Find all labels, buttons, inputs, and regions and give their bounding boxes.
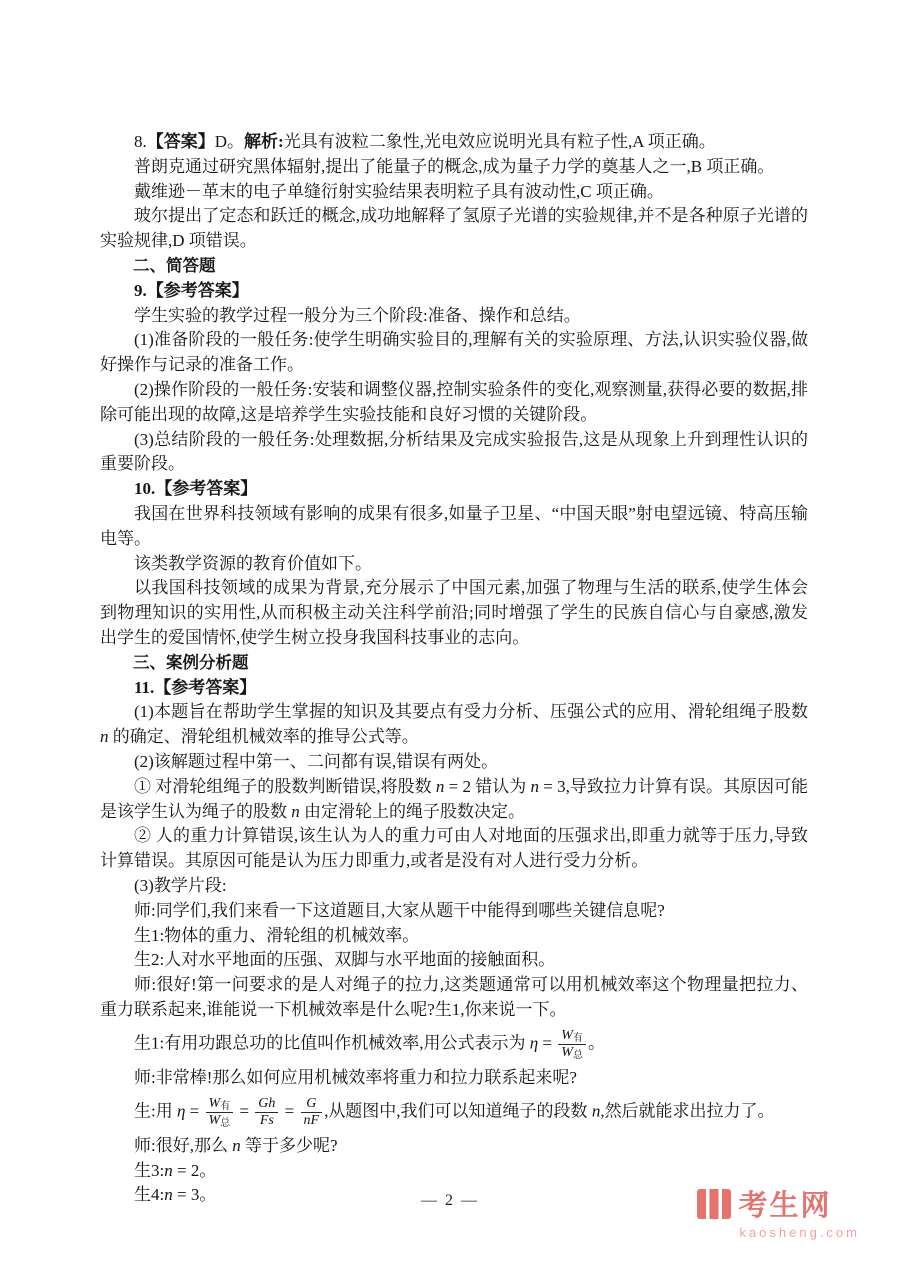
- paragraph: 生3:n = 2。: [134, 1160, 217, 1180]
- paragraph: (3)教学片段:: [134, 875, 227, 895]
- fraction: $\frac{W_有}{W_总}$: [558, 1028, 586, 1061]
- paragraph: 10.【参考答案】: [134, 479, 258, 499]
- paragraph: 生2:人对水平地面的压强、双脚与水平地面的接触面积。: [134, 950, 556, 970]
- watermark-row: [697, 1183, 860, 1224]
- paragraph: (2)操作阶段的一般任务:安装和调整仪器,控制实验条件的变化,观察测量,获得必要的数据,排除可能出现的故障,这是培养学生实验技能和良好习惯的关键阶段。: [100, 379, 808, 424]
- fraction: $\frac{W_有}{W_总}$: [206, 1096, 234, 1129]
- paragraph: ① 对滑轮组绳子的股数判断错误,将股数 n = 2 错认为 n = 3,导致拉力计算有误。其原因可能是该学生认为绳子的股数 n 由定滑轮上的绳子股数决定。: [100, 776, 809, 821]
- fraction: $\frac{Gh}{Fs}$: [255, 1096, 278, 1129]
- paragraph: 普朗克通过研究黑体辐射,提出了能量子的概念,成为量子力学的奠基人之一,B 项正确。: [134, 156, 775, 176]
- section-heading: 三、案例分析题: [133, 653, 249, 672]
- watermark: [697, 1183, 860, 1240]
- kaosheng-logo-icon: [697, 1189, 731, 1219]
- paragraph: 学生实验的教学过程一般分为三个阶段:准备、操作和总结。: [134, 305, 581, 325]
- paragraph: 师:非常棒!那么如何应用机械效率将重力和拉力联系起来呢?: [134, 1067, 577, 1087]
- section-heading: 二、简答题: [133, 256, 216, 275]
- paragraph: 该类教学资源的教育价值如下。: [134, 553, 372, 573]
- paragraph: 生1:物体的重力、滑轮组的机械效率。: [134, 925, 420, 945]
- document-body: [100, 130, 808, 1208]
- paragraph: (1)准备阶段的一般任务:使学生明确实验目的,理解有关的实验原理、方法,认识实验仪器,做好操作与记录的准备工作。: [100, 330, 808, 375]
- fraction: $\frac{G}{nF}$: [301, 1096, 323, 1129]
- paragraph: 师:很好,那么 n 等于多少呢?: [134, 1135, 338, 1155]
- paragraph: ② 人的重力计算错误,该生认为人的重力可由人对地面的压强求出,即重力就等于压力,导致计算错误。其原因可能是认为压力即重力,或者是没有对人进行受力分析。: [100, 826, 808, 871]
- paragraph: (1)本题旨在帮助学生掌握的知识及其要点有受力分析、压强公式的应用、滑轮组绳子股数 n 的确定、滑轮组机械效率的推导公式等。: [100, 702, 808, 747]
- paragraph: 11.【参考答案】: [134, 677, 257, 697]
- paragraph: (3)总结阶段的一般任务:处理数据,分析结果及完成实验报告,这是从现象上升到理性认识的重要阶段。: [100, 429, 808, 474]
- paragraph: 生4:n = 3。: [134, 1185, 217, 1205]
- paragraph: 师:很好!第一问要求的是人对绳子的拉力,这类题通常可以用机械效率这个物理量把拉力、重力联系起来,谁能说一下机械效率是什么呢?生1,你来说一下。: [100, 975, 808, 1019]
- watermark-domain: kaosheng.com: [739, 1225, 860, 1240]
- paragraph: 师:同学们,我们来看一下这道题目,大家从题干中能得到哪些关键信息呢?: [134, 900, 665, 920]
- paragraph: 戴维逊－革末的电子单缝衍射实验结果表明粒子具有波动性,C 项正确。: [134, 181, 664, 201]
- watermark-name: 考生网: [738, 1190, 832, 1222]
- paragraph: 玻尔提出了定态和跃迁的概念,成功地解释了氢原子光谱的实验规律,并不是各种原子光谱的实验规律,D 项错误。: [100, 206, 808, 251]
- paragraph: (2)该解题过程中第一、二问都有误,错误有两处。: [134, 751, 499, 771]
- paragraph: 生1:有用功跟总功的比值叫作机械效率,用公式表示为 η = $\frac{W_有}{W_总}$ 。: [134, 1027, 605, 1061]
- paragraph: 生:用 η = $\frac{W_有}{W_总}$ = $\frac{Gh}{Fs}$ = $\frac{G}{nF}$ ,从题图中,我们可以知道绳子的段数 n,然后就能求出拉力了。: [134, 1095, 775, 1129]
- paragraph: 我国在世界科技领域有影响的成果有很多,如量子卫星、“中国天眼”射电望远镜、特高压输电等。: [100, 503, 808, 548]
- paragraph: 以我国科技领域的成果为背景,充分展示了中国元素,加强了物理与生活的联系,使学生体会到物理知识的实用性,从而积极主动关注科学前沿;同时增强了学生的民族自信心与自豪感,激发出学生的爱国情怀,使学生树立投身我国科技事业的志向。: [100, 578, 808, 647]
- paragraph: 9.【参考答案】: [134, 280, 249, 300]
- paragraph: 8.【答案】D。解析:光具有波粒二象性,光电效应说明光具有粒子性,A 项正确。: [134, 132, 716, 151]
- page-number: — 2 —: [421, 1192, 479, 1209]
